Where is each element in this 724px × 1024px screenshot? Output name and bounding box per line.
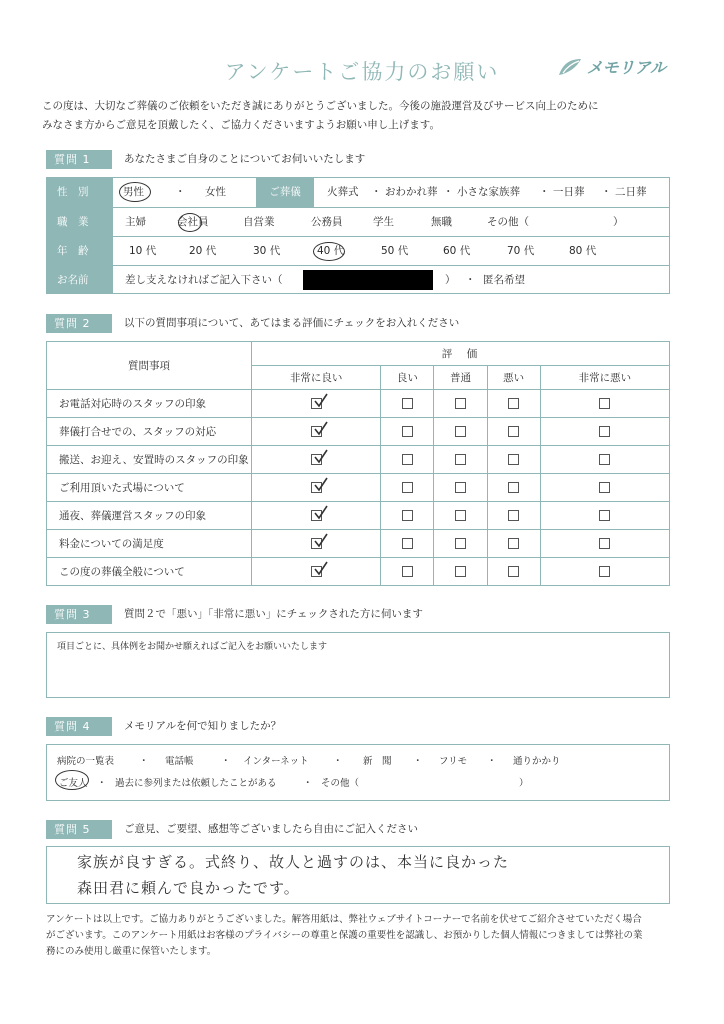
handwriting-line-2: 森田君に頼んで良かったです。 <box>77 879 300 897</box>
rating-head-3: 悪い <box>487 366 540 390</box>
q2-rating-cell <box>381 474 434 502</box>
logo-text: メモリアル <box>586 58 666 77</box>
funeral-option-1[interactable]: おわかれ葬 <box>385 186 438 198</box>
q1-row-age <box>47 236 669 265</box>
footer-line-2: がございます。このアンケート用紙はお客様のプライバシーの尊重と保護の重要性を認識し、お預かりした個人情報につきましては弊社の業 <box>46 930 643 941</box>
q2-rating-cell <box>540 558 669 586</box>
q2-rating-cell <box>540 474 669 502</box>
checkbox[interactable] <box>508 454 519 465</box>
q4-selected-circle <box>55 770 89 790</box>
page-title: アンケートご協力のお願い <box>224 60 500 84</box>
footer-line-3: 務にのみ使用し厳重に保管いたします。 <box>46 946 217 957</box>
checkbox[interactable] <box>599 426 610 437</box>
checkbox[interactable] <box>402 510 413 521</box>
age-option-0[interactable]: 10 代 <box>129 245 157 257</box>
rating-head-1: 良い <box>381 366 434 390</box>
job-head: 職 業 <box>47 208 113 236</box>
age-head: 年 齢 <box>47 237 113 265</box>
q2-row <box>47 418 670 446</box>
intro-text <box>42 97 692 135</box>
q4-close: ） <box>519 778 529 789</box>
q1-row-name <box>47 265 669 294</box>
q2-rating-cell <box>381 390 434 418</box>
q2-item-label: 料金についての満足度 <box>47 530 252 558</box>
funeral-head: ご葬儀 <box>256 178 314 207</box>
age-option-5[interactable]: 60 代 <box>443 245 471 257</box>
job-selected-circle <box>178 213 202 232</box>
name-prompt: 差し支えなければご記入下さい（ <box>125 274 283 286</box>
funeral-option-2[interactable]: 小さな家族葬 <box>457 186 520 198</box>
q2-rating-cell <box>540 530 669 558</box>
checkbox[interactable] <box>402 566 413 577</box>
job-option-6[interactable]: その他（ ） <box>487 216 624 228</box>
q2-rating-cell <box>252 558 381 586</box>
checked-checkbox[interactable] <box>311 426 322 437</box>
q2-rating-cell <box>252 502 381 530</box>
checkbox[interactable] <box>402 482 413 493</box>
q3-label: 質問 3 <box>46 605 112 624</box>
funeral-option-3[interactable]: 一日葬 <box>553 186 585 198</box>
name-head: お名前 <box>47 266 113 294</box>
age-selected-circle <box>313 242 345 261</box>
gender-dot: ・ <box>175 186 186 198</box>
name-close: ） <box>445 274 456 286</box>
checkbox[interactable] <box>455 510 466 521</box>
q1-question: あなたさまご自身のことについてお伺いいたします <box>124 153 366 165</box>
q2-row <box>47 558 670 586</box>
funeral-option-4[interactable]: 二日葬 <box>615 186 647 198</box>
q4-option-6[interactable]: ご友人 <box>59 778 88 789</box>
footer-notice <box>46 912 676 960</box>
q2-rating-cell <box>487 558 540 586</box>
q4-dot: ・ <box>97 778 107 789</box>
q2-question: 以下の質問事項について、あてはまる評価にチェックをお入れください <box>124 317 460 329</box>
checkbox[interactable] <box>455 426 466 437</box>
funeral-option-0[interactable]: 火葬式 <box>327 186 359 198</box>
rating-head-0: 非常に良い <box>252 366 381 390</box>
rating-head-4: 非常に悪い <box>540 366 669 390</box>
handwriting-line-1: 家族が良すぎる。式終り、故人と過すのは、本当に良かった <box>77 853 510 871</box>
q3-question: 質問２で「悪い」「非常に悪い」にチェックされた方に伺います <box>124 608 423 620</box>
q4-label: 質問 4 <box>46 717 112 736</box>
q2-item-label: 通夜、葬儀運営スタッフの印象 <box>47 502 252 530</box>
checkbox[interactable] <box>599 398 610 409</box>
q2-rating-cell <box>540 390 669 418</box>
q4-option-8[interactable]: その他（ <box>321 778 360 789</box>
q2-rating-cell <box>252 390 381 418</box>
q1-form <box>46 177 670 294</box>
q2-item-label: この度の葬儀全般について <box>47 558 252 586</box>
age-option-2[interactable]: 30 代 <box>253 245 281 257</box>
q2-item-label: お電話対応時のスタッフの印象 <box>47 390 252 418</box>
q2-rating-cell <box>252 418 381 446</box>
checkbox[interactable] <box>508 426 519 437</box>
job-option-3[interactable]: 公務員 <box>311 216 343 228</box>
leaf-logo-icon <box>557 57 583 77</box>
q2-row <box>47 502 670 530</box>
q4-option-5[interactable]: 通りかかり <box>513 756 561 767</box>
q1-label: 質問 1 <box>46 150 112 169</box>
q2-rating-cell <box>487 502 540 530</box>
job-option-5[interactable]: 無職 <box>431 216 452 228</box>
q2-rating-cell <box>252 474 381 502</box>
q2-row <box>47 446 670 474</box>
q4-option-4[interactable]: フリモ <box>439 756 468 767</box>
rating-head-2: 普通 <box>434 366 487 390</box>
q4-options: 病院の一覧表 ・ 電話帳 ・ インターネット ・ 新 聞 ・ フリモ ・ 通りかかり ご友人 ・ 過去に参列または依頼したことがある ・ その他（ ） <box>46 744 670 801</box>
checkbox[interactable] <box>599 566 610 577</box>
q4-option-3[interactable]: 新 聞 <box>363 756 392 767</box>
q3-answer-box[interactable] <box>46 632 670 698</box>
age-option-3[interactable]: 40 代 <box>317 245 345 257</box>
q2-rating-cell <box>381 558 434 586</box>
q5-question: ご意見、ご要望、感想等ございましたら自由にご記入ください <box>124 823 418 835</box>
checkbox[interactable] <box>455 482 466 493</box>
checked-checkbox[interactable] <box>311 538 322 549</box>
q4-option-7[interactable]: 過去に参列または依頼したことがある <box>115 778 277 789</box>
q2-rating-cell <box>487 474 540 502</box>
redacted-name <box>303 270 433 290</box>
q2-rating-cell <box>540 418 669 446</box>
checkbox[interactable] <box>508 398 519 409</box>
checkbox[interactable] <box>455 454 466 465</box>
q2-item-label: 葬儀打合せでの、スタッフの対応 <box>47 418 252 446</box>
checkbox[interactable] <box>599 454 610 465</box>
checkbox[interactable] <box>508 538 519 549</box>
q5-label: 質問 5 <box>46 820 112 839</box>
checkbox[interactable] <box>402 426 413 437</box>
checkbox[interactable] <box>402 454 413 465</box>
q2-rating-cell <box>487 446 540 474</box>
age-option-6[interactable]: 70 代 <box>507 245 535 257</box>
job-option-2[interactable]: 自営業 <box>243 216 275 228</box>
checked-checkbox[interactable] <box>311 566 322 577</box>
checkbox[interactable] <box>599 482 610 493</box>
q2-row <box>47 474 670 502</box>
q2-rating-cell <box>434 558 487 586</box>
q2-rating-cell <box>434 530 487 558</box>
q2-item-label: 搬送、お迎え、安置時のスタッフの印象 <box>47 446 252 474</box>
gender-female[interactable]: 女性 <box>205 186 226 198</box>
footer-line-1: アンケートは以上です。ご協力ありがとうございました。解答用紙は、弊社ウェブサイトコーナーで名前を伏せてご紹介させていただく場合 <box>46 914 642 925</box>
q5-answer-box[interactable] <box>46 846 670 904</box>
q2-rating-cell <box>381 502 434 530</box>
checked-checkbox[interactable] <box>311 398 322 409</box>
intro-line-1: この度は、大切なご葬儀のご依頼をいただき誠にありがとうございました。今後の施設運営及びサービス向上のために <box>42 100 599 112</box>
q2-rating-cell <box>434 446 487 474</box>
q2-rating-cell <box>487 530 540 558</box>
q2-rating-cell <box>381 418 434 446</box>
checked-checkbox[interactable] <box>311 482 322 493</box>
job-option-4[interactable]: 学生 <box>373 216 394 228</box>
q2-label: 質問 2 <box>46 314 112 333</box>
q2-row <box>47 390 670 418</box>
checked-checkbox[interactable] <box>311 454 322 465</box>
q2-rating-cell <box>487 390 540 418</box>
checkbox[interactable] <box>455 398 466 409</box>
age-option-1[interactable]: 20 代 <box>189 245 217 257</box>
job-option-0[interactable]: 主婦 <box>125 216 146 228</box>
checkbox[interactable] <box>508 566 519 577</box>
q1-row-gender: 性 別 男性 ・ 女性 ご葬儀 火葬式 ・ おわかれ葬 ・ 小さな家族葬 ・ 一日葬 ・ 二日葬 <box>47 178 669 207</box>
q4-option-1[interactable]: 電話帳 <box>165 756 194 767</box>
q2-rating-cell <box>540 446 669 474</box>
q1-row-job <box>47 207 669 236</box>
q2-item-label: ご利用頂いた式場について <box>47 474 252 502</box>
checkbox[interactable] <box>599 510 610 521</box>
q2-body <box>47 390 670 586</box>
job-option-1[interactable]: 会社員 <box>177 216 209 228</box>
gender-selected-circle <box>119 182 151 202</box>
checkbox[interactable] <box>508 482 519 493</box>
intro-line-2: みなさま方からご意見を頂戴したく、ご協力くださいますようお願い申し上げます。 <box>42 119 440 131</box>
age-option-7[interactable]: 80 代 <box>569 245 597 257</box>
q2-rating-cell <box>434 390 487 418</box>
q2-col-eval: 評 価 <box>252 342 670 366</box>
checkbox[interactable] <box>402 538 413 549</box>
age-option-4[interactable]: 50 代 <box>381 245 409 257</box>
q2-rating-cell <box>434 418 487 446</box>
name-anonymous[interactable]: 匿名希望 <box>483 274 525 286</box>
checked-checkbox[interactable] <box>311 510 322 521</box>
q2-rating-cell <box>540 502 669 530</box>
q2-rating-cell <box>252 530 381 558</box>
checkbox[interactable] <box>402 398 413 409</box>
q2-rating-cell <box>381 446 434 474</box>
q2-rating-cell <box>434 474 487 502</box>
logo <box>557 55 666 78</box>
checkbox[interactable] <box>455 566 466 577</box>
q2-table <box>46 341 670 586</box>
q2-rating-cell <box>434 502 487 530</box>
q3-box-text: 項目ごとに、具体例をお聞かせ願えればご記入をお願いいたします <box>57 642 328 652</box>
checkbox[interactable] <box>508 510 519 521</box>
q4-option-2[interactable]: インターネット <box>243 756 309 767</box>
q2-rating-cell <box>487 418 540 446</box>
q2-col-item: 質問事項 <box>47 342 252 390</box>
q2-row <box>47 530 670 558</box>
q4-option-0[interactable]: 病院の一覧表 <box>57 756 115 767</box>
q2-rating-cell <box>381 530 434 558</box>
checkbox[interactable] <box>599 538 610 549</box>
gender-head: 性 別 <box>47 178 113 207</box>
q2-rating-cell <box>252 446 381 474</box>
gender-male[interactable]: 男性 <box>123 186 144 198</box>
q4-question: メモリアルを何で知りましたか？ <box>124 720 282 732</box>
name-dot: ・ <box>465 274 476 286</box>
checkbox[interactable] <box>455 538 466 549</box>
